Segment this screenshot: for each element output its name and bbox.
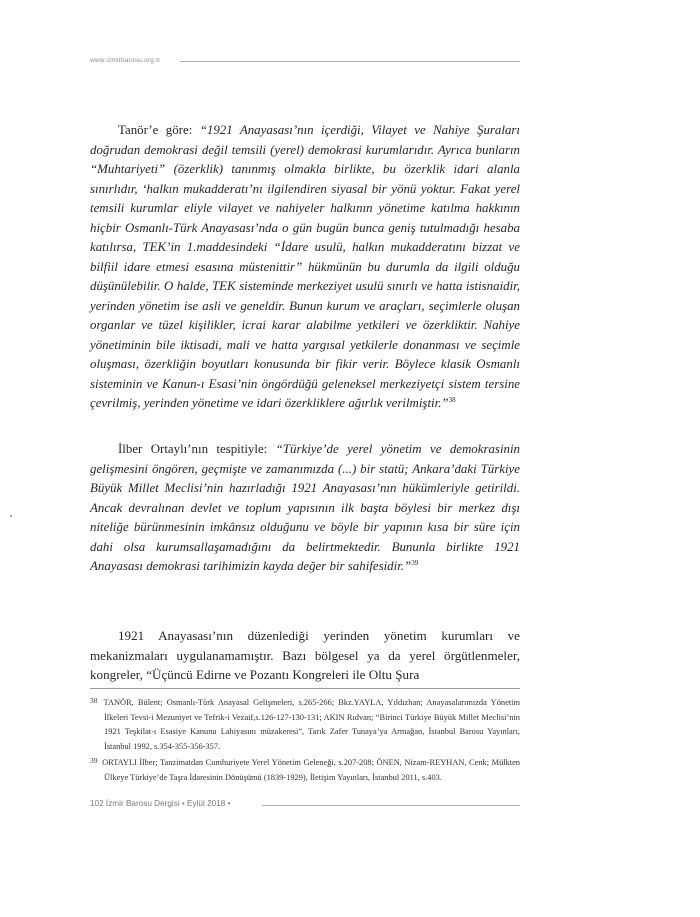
paragraph-1921-constitution bbox=[90, 626, 520, 685]
footnote-divider bbox=[90, 688, 520, 689]
paragraph-lead: Tanör’e göre: bbox=[118, 123, 200, 137]
footnote-text: ORTAYLI İlber; Tanzimatdan Cumhuriyete Yerel Yönetim Geleneği, s.207-208; ÖNEN, Nizam-REYHAN, Cenk; Mülkten Ülkeye Türkiye’de Taşra İdaresinin Dönüşümü (1839-1929), İletişim Yayınları, İstanbul 2011, s.403. bbox=[102, 758, 520, 782]
margin-mark bbox=[10, 515, 12, 517]
page-footer: 102 İzmir Barosu Dergisi • Eylül 2018 • bbox=[90, 799, 231, 808]
paragraph-quote: “1921 Anayasası’nın içerdiği, Vilayet ve Nahiye Şuraları doğrudan demokrasi değil temsili (yerel) demokrasi kurumlarıdır. Ayrıca bunların “Muhtariyeti” (özerklik) tanınmış olmakla birlikte, bu özerklik idari alanla sınırlıdır, ‘halkın mukadderatı’nı ilgilendiren siyasal bir yönü yoktur. Fakat yerel temsili kurumlar eliyle vilayet ve nahiyeler halkının yönetime katılma hakkının hiçbir Osmanlı-Türk Anayasası’nda o gün bugün bunca geniş tutulmadığı hesaba katılırsa, TEK’in 1.maddesindeki “İdare usulü, halkın mukadderatını bizzat ve bilfiil idare etmesi esasına müstenittir” hükmünün bu durumla da ilgili olduğu düşünülebilir. O halde, TEK sisteminde merkeziyet usulü sınırlı ve hatta istisnaidir, yerinden yönetim ise asli ve geneldir. Bunun kurum ve araçları, seçimlerle oluşan organlar ve tüzel kişilikler, icrai karar alabilme yetkileri ve özerkliktir. Nahiye yönetiminin bile iktisadi, mali ve hatta yargısal yetkilerle donanması ve seçimle oluşması, özerkliğin boyutları konusunda bir fikir verir. Böylece klasik Osmanlı sisteminin ve Kanun-ı Esasi’nin öngördüğü geleneksel merkeziyetçi sistem tersine çevrilmiş, yerinden yönetime ve idari özerkliklere ağırlık verilmiştir.” bbox=[90, 123, 520, 410]
footnote-text: TANÖR, Bülent; Osmanlı-Türk Anayasal Gelişmeleri, s.265-266; Bkz.YAYLA, Yıldızhan; Anayasalarımızda Yönetim İlkeleri Tevsi-i Mezuniyet ve Tefrik-i Vezaif,s.126-127-130-131; AKIN Rıdvan; “Birinci Türkiye Büyük Millet Meclisi’nin 1921 Teşkilat-ı Esasiye Kanunu Lahiyasını müzakeresi”, Tarık Zafer Tunaya’ya Armağan, İstanbul Barosu Yayınları, İstanbul 1992, s.354-355-356-357. bbox=[103, 698, 520, 751]
footnote-39 bbox=[90, 754, 520, 785]
paragraph-text: 1921 Anayasası’nın düzenlediği yerinden yönetim kurumları ve mekanizmaları uygulanamamıştır. Bazı bölgesel ya da yerel örgütlenmeler, kongreler, “Üçüncü Edirne ve Pozantı Kongreleri ile Oltu Şura bbox=[90, 628, 520, 682]
paragraph-quote: “Türkiye’de yerel yönetim ve demokrasinin gelişmesini öngören, geçmişte ve zamanımızda (...) bir statü; Ankara’daki Türkiye Büyük Millet Meclisi’nin hazırladığı 1921 Anayasası’nın hükümleriyle getirildi. Ancak devralınan devlet ve toplum yapısının ilk başta böylesi bir merkez dışı niteliğe bürünmesinin imkânsız olduğunu ve böyle bir yapının kısa bir süre için dahi olsa kurumsallaşamadığını da belirtmektedir. Bununla birlikte 1921 Anayasası demokrasi tarihimizin kayda değer bir sahifesidir.” bbox=[90, 442, 520, 573]
header-url: www.izmirbarosu.org.tr bbox=[90, 57, 161, 64]
paragraph-tanor-quote bbox=[90, 121, 520, 414]
footnote-ref-39[interactable]: 39 bbox=[411, 559, 419, 567]
footer-divider bbox=[262, 805, 520, 806]
paragraph-lead: İlber Ortaylı’nın tespitiyle: bbox=[118, 442, 276, 456]
header-divider bbox=[180, 61, 520, 62]
footnote-38 bbox=[90, 694, 520, 754]
footnote-ref-38[interactable]: 38 bbox=[448, 396, 456, 404]
footnote-number: 39 bbox=[90, 756, 98, 765]
paragraph-ortayli-quote bbox=[90, 440, 520, 577]
footnote-number: 38 bbox=[90, 696, 98, 705]
